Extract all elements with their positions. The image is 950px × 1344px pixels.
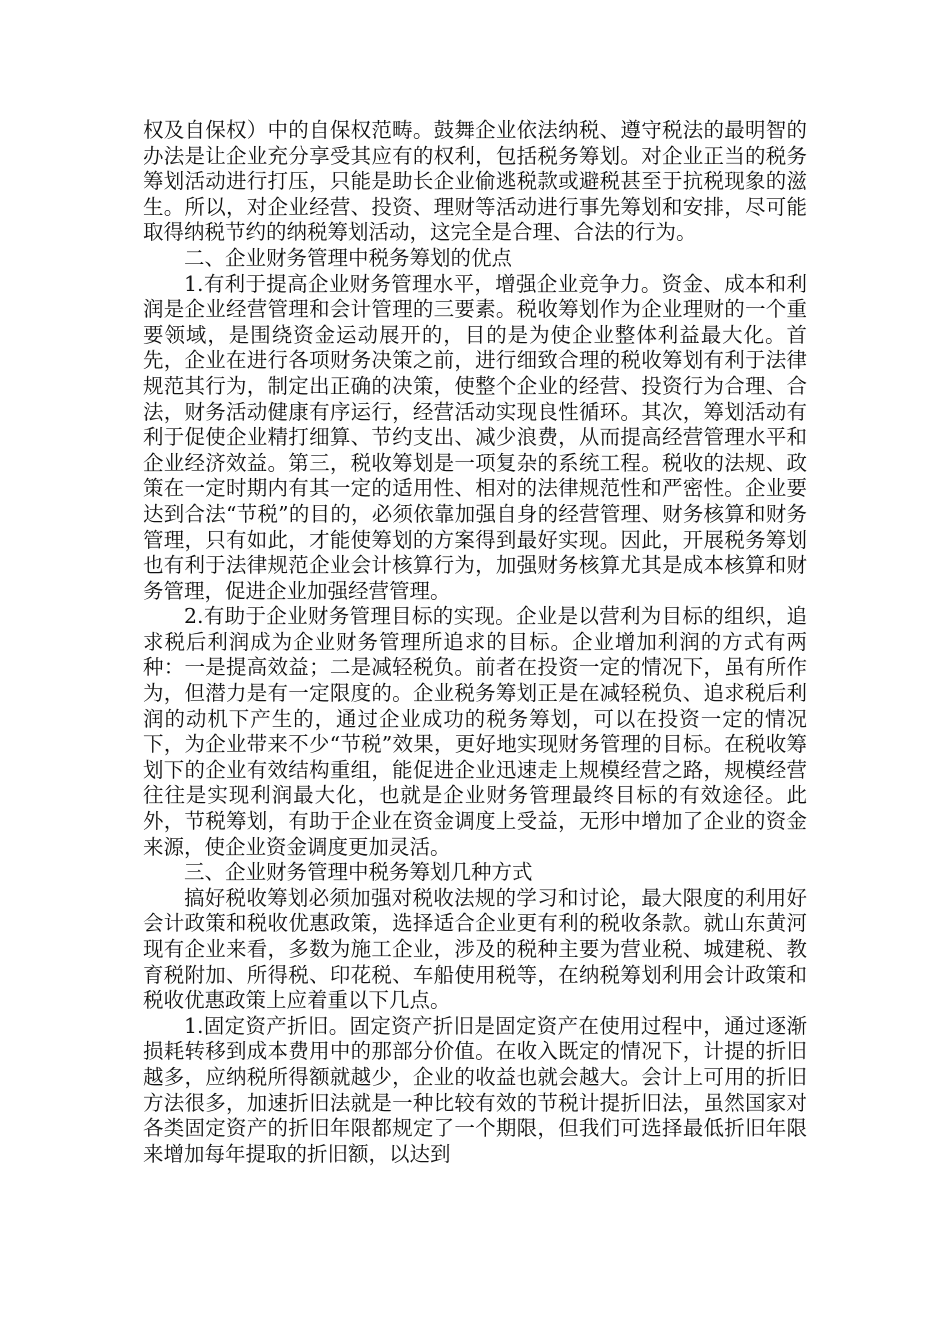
paragraph-2-2: 2.有助于企业财务管理目标的实现。企业是以营利为目标的组织，追求税后利润成为企业财务管理所追求的目标。企业增加利润的方式有两种：一是提高效益；二是减轻税负。前者在投资一定的情况下，虽有所作为，但潜力是有一定限度的。企业税务筹划正是在减轻税负、追求税后利润的动机下产生的，通过企业成功的税务筹划，可以在投资一定的情况下，为企业带来不少“节税”效果，更好地实现财务管理的目标。在税收筹划下的企业有效结构重组，能促进企业迅速走上规模经营之路，规模经营往往是实现利润最大化，也就是企业财务管理最终目标的有效途径。此外，节税筹划，有助于企业在资金调度上受益，无形中增加了企业的资金来源，使企业资金调度更加灵活。	[143, 604, 807, 859]
document-page	[143, 118, 807, 1167]
paragraph-3-intro: 搞好税收筹划必须加强对税收法规的学习和讨论，最大限度的利用好会计政策和税收优惠政策，选择适合企业更有利的税收条款。就山东黄河现有企业来看，多数为施工企业，涉及的税种主要为营业税、城建税、教育税附加、所得税、印花税、车船使用税等，在纳税筹划利用会计政策和税收优惠政策上应着重以下几点。	[143, 885, 807, 1013]
paragraph-continuation: 权及自保权）中的自保权范畴。鼓舞企业依法纳税、遵守税法的最明智的办法是让企业充分享受其应有的权利，包括税务筹划。对企业正当的税务筹划活动进行打压，只能是助长企业偷逃税款或避税甚至于抗税现象的滋生。所以，对企业经营、投资、理财等活动进行事先筹划和安排，尽可能取得纳税节约的纳税筹划活动，这完全是合理、合法的行为。	[143, 118, 807, 245]
section-heading-3: 三、企业财务管理中税务筹划几种方式	[184, 860, 533, 885]
paragraph-3-1: 1.固定资产折旧。固定资产折旧是固定资产在使用过程中，通过逐渐损耗转移到成本费用中的那部分价值。在收入既定的情况下，计提的折旧越多，应纳税所得额就越少，企业的收益也就会越大。会计上可用的折旧方法很多，加速折旧法就是一种比较有效的节税计提折旧法，虽然国家对各类固定资产的折旧年限都规定了一个期限，但我们可选择最低折旧年限来增加每年提取的折旧额，以达到	[143, 1013, 807, 1166]
section-heading-2: 二、企业财务管理中税务筹划的优点	[184, 245, 512, 270]
paragraph-2-1: 1.有利于提高企业财务管理水平，增强企业竞争力。资金、成本和利润是企业经营管理和会计管理的三要素。税收筹划作为企业理财的一个重要领域，是围绕资金运动展开的，目的是为使企业整体利益最大化。首先，企业在进行各项财务决策之前，进行细致合理的税收筹划有利于法律规范其行为，制定出正确的决策，使整个企业的经营、投资行为合理、合法，财务活动健康有序运行，经营活动实现良性循环。其次，筹划活动有利于促使企业精打细算、节约支出、减少浪费，从而提高经营管理水平和企业经济效益。第三，税收筹划是一项复杂的系统工程。税收的法规、政策在一定时期内有其一定的适用性、相对的法律规范性和严密性。企业要达到合法“节税”的目的，必须依靠加强自身的经营管理、财务核算和财务管理，只有如此，才能使筹划的方案得到最好实现。因此，开展税务筹划也有利于法律规范企业会计核算行为，加强财务核算尤其是成本核算和财务管理，促进企业加强经营管理。	[143, 271, 807, 603]
